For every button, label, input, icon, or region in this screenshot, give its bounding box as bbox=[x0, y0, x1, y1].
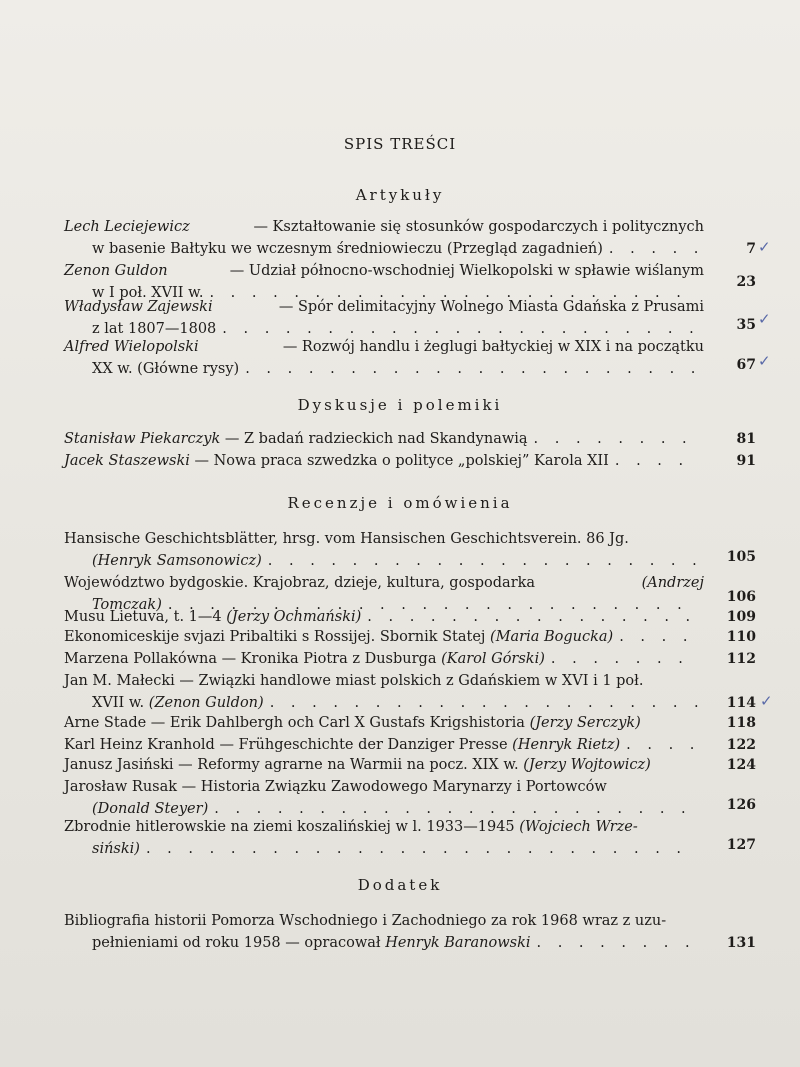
section-heading-recenzje: Recenzje i omówienia bbox=[287, 494, 513, 512]
entry-reviewer: (Zenon Guldon) bbox=[148, 695, 264, 711]
toc-entry bbox=[64, 712, 756, 734]
leader-dots bbox=[268, 550, 698, 572]
entry-title-line1: Województwo bydgoskie. Krajobraz, dzieje, kultura, gospodarka bbox=[64, 575, 536, 591]
entry-title-line1: Jarosław Rusak — Historia Związku Zawodowego Marynarzy i Portowców bbox=[64, 779, 607, 795]
entry-title-line2: XVII w. bbox=[92, 695, 145, 711]
entry-title-line1: Bibliografia historii Pomorza Wschodniego i Zachodniego za rok 1968 wraz z uzu- bbox=[64, 913, 667, 929]
page-number: 114 bbox=[726, 695, 756, 711]
toc-entry bbox=[64, 336, 771, 380]
entry-reviewer-cont: Tomczak) bbox=[92, 597, 162, 613]
page-number: 112 bbox=[726, 651, 756, 667]
page-number: 35 bbox=[736, 317, 756, 333]
page-number: 81 bbox=[736, 431, 756, 447]
entry-title-line1: Hansische Geschichtsblätter, hrsg. vom Hansischen Geschichtsverein. 86 Jg. bbox=[64, 531, 629, 547]
entry-reviewer: (Henryk Samsonowicz) bbox=[92, 553, 262, 569]
entry-title-line1: — Kształtowanie się stosunków gospodarczych i politycznych bbox=[253, 219, 704, 235]
check-mark-icon: ✓ bbox=[760, 692, 773, 710]
entry-reviewer: (Andrzej bbox=[641, 575, 704, 591]
entry-reviewer: (Jerzy Serczyk) bbox=[529, 715, 641, 731]
entry-title: Karl Heinz Kranhold — Frühgeschichte der Danziger Presse bbox=[64, 737, 508, 753]
entry-reviewer: (Maria Bogucka) bbox=[490, 629, 614, 645]
entry-reviewer-cont: siński) bbox=[92, 841, 140, 857]
entry-title-line1: — Rozwój handlu i żeglugi bałtyckiej w XIX i na początku bbox=[282, 339, 704, 355]
toc-entry bbox=[64, 910, 756, 954]
entry-title: Arne Stade — Erik Dahlbergh och Carl X Gustafs Krigshistoria bbox=[64, 715, 525, 731]
entry-title: — Z badań radzieckich nad Skandynawią bbox=[224, 431, 528, 447]
check-mark-icon: ✓ bbox=[758, 310, 771, 328]
toc-entry bbox=[64, 450, 756, 472]
toc-entry bbox=[64, 216, 771, 260]
entry-author: Jacek Staszewski bbox=[64, 453, 190, 469]
entry-title-line1: Jan M. Małecki — Związki handlowe miast polskich z Gdańskiem w XVI i 1 poł. bbox=[64, 673, 644, 689]
leader-dots bbox=[615, 450, 698, 472]
page-number: 109 bbox=[726, 609, 756, 625]
leader-dots bbox=[609, 238, 698, 260]
section-heading-dodatek: Dodatek bbox=[357, 876, 443, 894]
page-number: 122 bbox=[726, 737, 756, 753]
entry-author: Lech Leciejewicz bbox=[64, 219, 190, 235]
entry-reviewer: (Donald Steyer) bbox=[92, 801, 209, 817]
page-title: SPIS TREŚCI bbox=[343, 135, 457, 153]
leader-dots bbox=[551, 648, 698, 670]
page-number: 23 bbox=[736, 274, 756, 290]
section-heading-dyskusje: Dyskusje i polemiki bbox=[297, 396, 503, 414]
entry-title-line2: z lat 1807—1808 bbox=[92, 321, 217, 337]
section-heading-artykuly: Artykuły bbox=[355, 186, 445, 204]
toc-entry bbox=[64, 626, 756, 648]
entry-reviewer: (Jerzy Wojtowicz) bbox=[523, 757, 651, 773]
entry-title: Marzena Pollakówna — Kronika Piotra z Dusburga bbox=[64, 651, 437, 667]
toc-entry bbox=[64, 776, 756, 820]
page-number: 91 bbox=[736, 453, 756, 469]
leader-dots bbox=[270, 692, 698, 714]
leader-dots bbox=[537, 932, 699, 954]
toc-entry bbox=[64, 296, 771, 340]
leader-dots bbox=[534, 428, 698, 450]
entry-title: Janusz Jasiński — Reformy agrarne na Warmii na pocz. XIX w. bbox=[64, 757, 519, 773]
toc-entry bbox=[64, 816, 756, 860]
entry-title-line1: — Udział północno-wschodniej Wielkopolski w spławie wiślanym bbox=[229, 263, 704, 279]
entry-title-line2: w I poł. XVII w. bbox=[92, 285, 204, 301]
entry-title-line2: w basenie Bałtyku we wczesnym średniowieczu (Przegląd zagadnień) bbox=[92, 241, 603, 257]
page-number: 105 bbox=[726, 549, 756, 565]
entry-title-line2: XX w. (Główne rysy) bbox=[92, 361, 240, 377]
entry-reviewer: (Karol Górski) bbox=[441, 651, 545, 667]
entry-title-line2: pełnieniami od roku 1958 — opracował bbox=[92, 935, 381, 951]
page-number: 131 bbox=[726, 935, 756, 951]
entry-title: — Nowa praca szwedzka o polityce „polskiej” Karola XII bbox=[194, 453, 609, 469]
entry-reviewer: (Henryk Rietz) bbox=[512, 737, 621, 753]
check-mark-icon: ✓ bbox=[758, 352, 771, 370]
page-number: 67 bbox=[736, 357, 756, 373]
toc-entry bbox=[64, 670, 773, 714]
leader-dots bbox=[626, 734, 698, 756]
entry-title-line1: Zbrodnie hitlerowskie na ziemi koszalińskiej w l. 1933—1945 bbox=[64, 819, 515, 835]
leader-dots bbox=[245, 358, 698, 380]
page-number: 7 bbox=[746, 241, 756, 257]
entry-reviewer: (Jerzy Ochmański) bbox=[226, 609, 362, 625]
entry-title: Ekonomiceskije svjazi Pribaltiki s Rossijej. Sbornik Statej bbox=[64, 629, 486, 645]
page-number: 127 bbox=[726, 837, 756, 853]
toc-entry bbox=[64, 754, 756, 776]
toc-entry bbox=[64, 606, 756, 628]
toc-entry bbox=[64, 428, 756, 450]
entry-title: Musu Lietuva, t. 1—4 bbox=[64, 609, 222, 625]
entry-reviewer: (Wojciech Wrze- bbox=[519, 819, 638, 835]
entry-author: Stanisław Piekarczyk bbox=[64, 431, 221, 447]
leader-dots bbox=[146, 838, 698, 860]
page-number: 118 bbox=[726, 715, 756, 731]
leader-dots bbox=[619, 626, 698, 648]
toc-entry bbox=[64, 734, 756, 756]
toc-entry bbox=[64, 648, 756, 670]
entry-author: Władysław Zajewski bbox=[64, 299, 213, 315]
page-number: 124 bbox=[726, 757, 756, 773]
entry-author: Henryk Baranowski bbox=[385, 935, 531, 951]
page-number: 126 bbox=[726, 797, 756, 813]
entry-author: Zenon Guldon bbox=[64, 263, 168, 279]
toc-entry bbox=[64, 528, 756, 572]
entry-author: Alfred Wielopolski bbox=[64, 339, 199, 355]
page-number: 110 bbox=[726, 629, 756, 645]
page-number: 106 bbox=[726, 589, 756, 605]
check-mark-icon: ✓ bbox=[758, 238, 771, 256]
leader-dots bbox=[367, 606, 698, 628]
entry-title-line1: — Spór delimitacyjny Wolnego Miasta Gdańska z Prusami bbox=[278, 299, 704, 315]
